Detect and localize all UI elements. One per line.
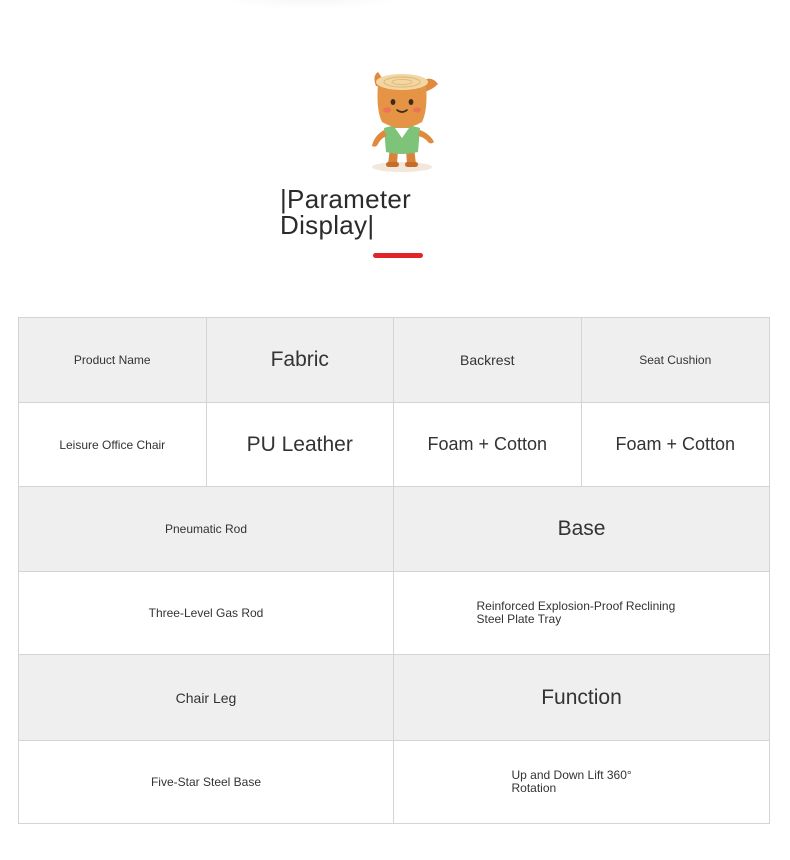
header-base: Base <box>394 487 769 572</box>
header-chair-leg: Chair Leg <box>19 655 394 741</box>
page-title-line-1: |Parameter <box>280 184 412 214</box>
header-backrest: Backrest <box>394 318 582 403</box>
page-title-line-2: Display| <box>280 210 375 240</box>
value-seat-cushion: Foam + Cotton <box>582 403 770 487</box>
value-backrest: Foam + Cotton <box>394 403 582 487</box>
value-chair-leg: Five-Star Steel Base <box>19 741 394 823</box>
top-shadow-decoration <box>200 0 420 10</box>
table-row <box>19 572 769 655</box>
value-function: Up and Down Lift 360° Rotation <box>394 741 769 823</box>
value-pneumatic-rod: Three-Level Gas Rod <box>19 572 394 655</box>
title-accent-underline <box>373 253 423 258</box>
table-row <box>19 741 769 823</box>
table-row <box>19 403 769 487</box>
page-title <box>280 186 460 238</box>
value-fabric: PU Leather <box>207 403 395 487</box>
table-row <box>19 655 769 741</box>
header-seat-cushion: Seat Cushion <box>582 318 770 403</box>
table-row <box>19 487 769 572</box>
header-function: Function <box>394 655 769 741</box>
header-pneumatic-rod: Pneumatic Rod <box>19 487 394 572</box>
table-row <box>19 318 769 403</box>
value-base: Reinforced Explosion-Proof Reclining Steel Plate Tray <box>394 572 769 655</box>
parameter-table <box>18 317 770 824</box>
value-product-name: Leisure Office Chair <box>19 403 207 487</box>
header-fabric: Fabric <box>207 318 395 403</box>
tree-stump-mascot-icon <box>362 70 442 174</box>
header-product-name: Product Name <box>19 318 207 403</box>
